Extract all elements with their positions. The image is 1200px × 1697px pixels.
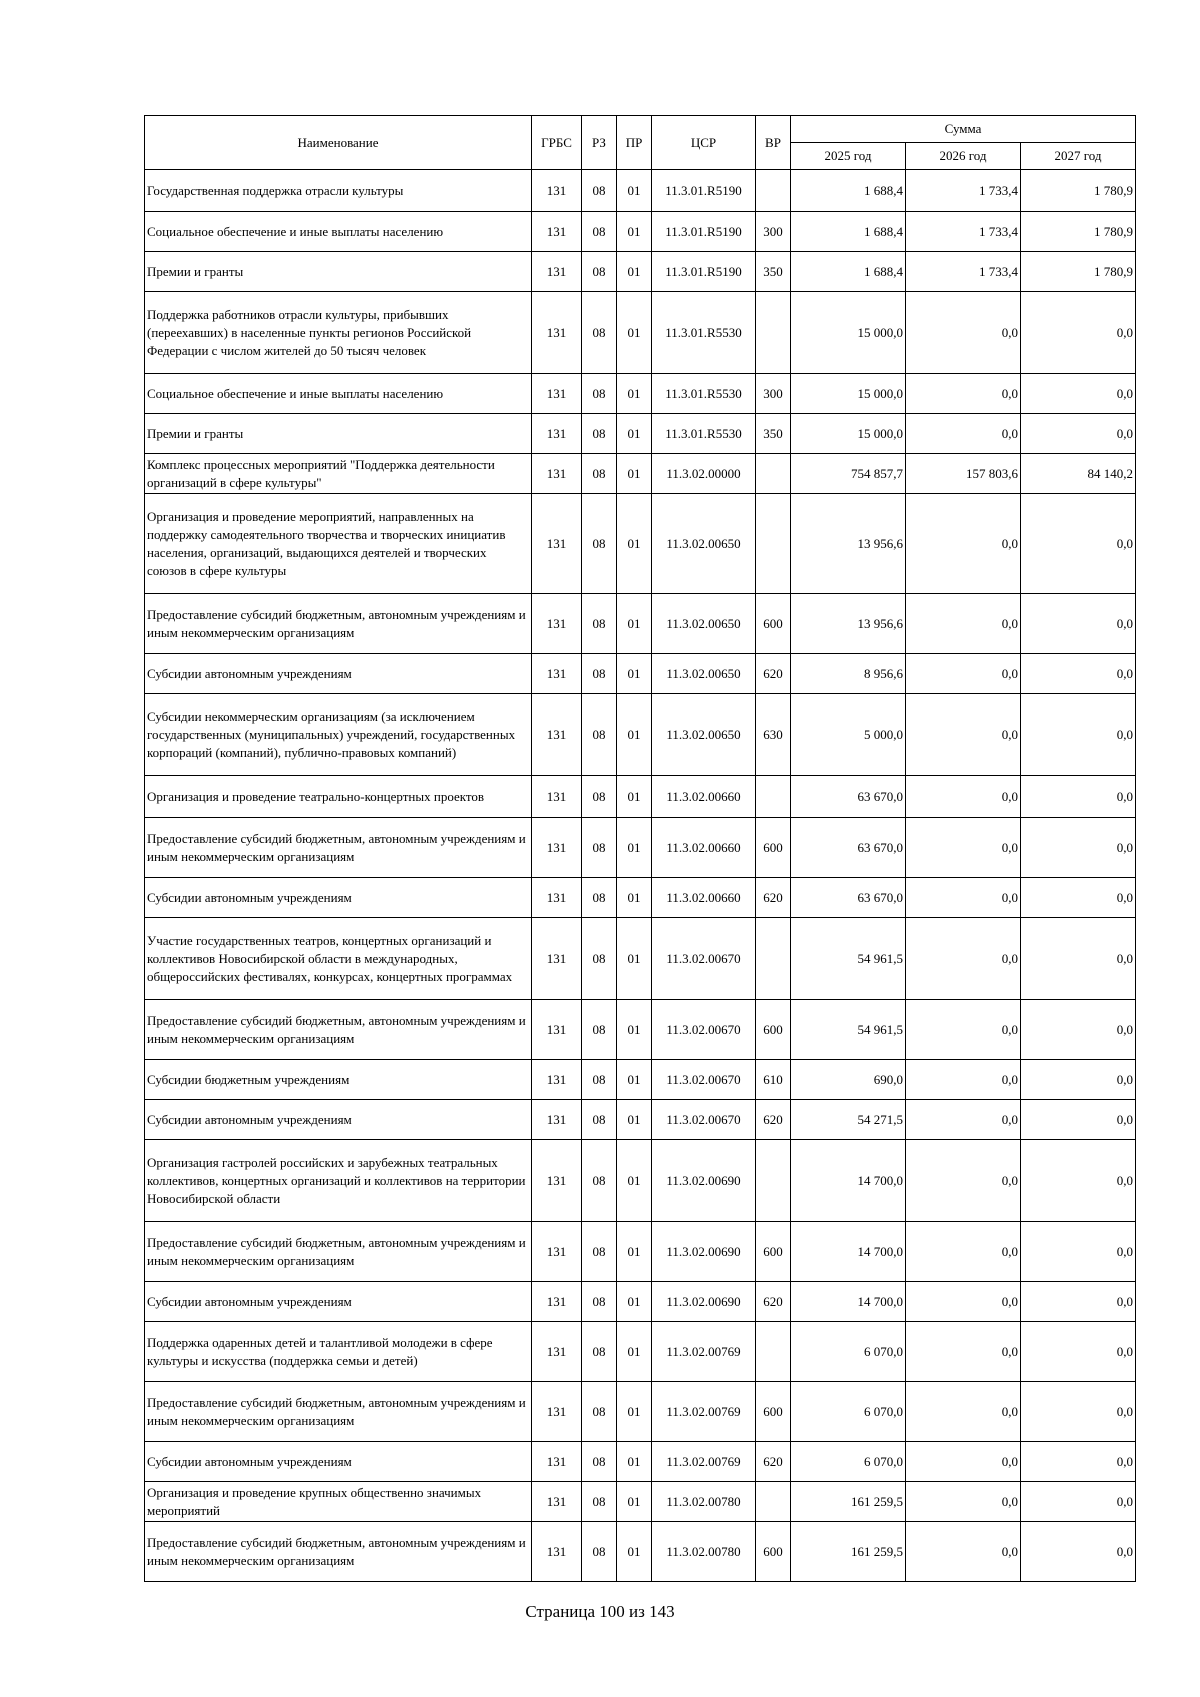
cell-grbs: 131 <box>532 1482 582 1522</box>
cell-y2025: 1 688,4 <box>791 170 906 212</box>
cell-y2025: 161 259,5 <box>791 1482 906 1522</box>
table-row <box>145 1060 1136 1100</box>
cell-y2027: 0,0 <box>1021 694 1136 776</box>
cell-y2027: 0,0 <box>1021 776 1136 818</box>
cell-rz: 08 <box>582 414 617 454</box>
cell-y2027: 1 780,9 <box>1021 252 1136 292</box>
cell-y2027: 0,0 <box>1021 1000 1136 1060</box>
cell-pr: 01 <box>617 776 652 818</box>
cell-name: Субсидии автономным учреждениям <box>145 878 532 918</box>
cell-pr: 01 <box>617 374 652 414</box>
cell-rz: 08 <box>582 1222 617 1282</box>
header-csr: ЦСР <box>652 116 756 170</box>
cell-pr: 01 <box>617 1522 652 1582</box>
cell-rz: 08 <box>582 918 617 1000</box>
cell-pr: 01 <box>617 818 652 878</box>
header-rz: РЗ <box>582 116 617 170</box>
cell-y2026: 0,0 <box>906 1100 1021 1140</box>
cell-y2027: 0,0 <box>1021 594 1136 654</box>
cell-y2025: 6 070,0 <box>791 1322 906 1382</box>
cell-y2025: 54 961,5 <box>791 918 906 1000</box>
cell-grbs: 131 <box>532 454 582 494</box>
table-row <box>145 654 1136 694</box>
cell-csr: 11.3.02.00769 <box>652 1442 756 1482</box>
cell-vr <box>756 918 791 1000</box>
cell-vr: 620 <box>756 1282 791 1322</box>
table-body <box>145 170 1136 1582</box>
table-row <box>145 1482 1136 1522</box>
cell-name: Предоставление субсидий бюджетным, автономным учреждениям и иным некоммерческим организациям <box>145 1522 532 1582</box>
cell-vr <box>756 1482 791 1522</box>
cell-vr: 620 <box>756 654 791 694</box>
cell-name: Организация гастролей российских и зарубежных театральных коллективов, концертных организаций и коллективов на территории Новосибирской области <box>145 1140 532 1222</box>
cell-y2026: 0,0 <box>906 818 1021 878</box>
table-row <box>145 918 1136 1000</box>
cell-rz: 08 <box>582 252 617 292</box>
cell-y2027: 0,0 <box>1021 818 1136 878</box>
cell-csr: 11.3.02.00690 <box>652 1282 756 1322</box>
cell-name: Предоставление субсидий бюджетным, автономным учреждениям и иным некоммерческим организациям <box>145 594 532 654</box>
cell-name: Субсидии автономным учреждениям <box>145 1282 532 1322</box>
cell-y2025: 14 700,0 <box>791 1222 906 1282</box>
cell-y2025: 54 961,5 <box>791 1000 906 1060</box>
cell-y2027: 1 780,9 <box>1021 170 1136 212</box>
cell-y2026: 0,0 <box>906 1222 1021 1282</box>
cell-rz: 08 <box>582 170 617 212</box>
cell-vr <box>756 454 791 494</box>
cell-y2025: 6 070,0 <box>791 1442 906 1482</box>
cell-name: Социальное обеспечение и иные выплаты населению <box>145 212 532 252</box>
cell-vr: 350 <box>756 252 791 292</box>
table-row <box>145 414 1136 454</box>
cell-pr: 01 <box>617 1060 652 1100</box>
cell-rz: 08 <box>582 1282 617 1322</box>
cell-vr: 600 <box>756 1522 791 1582</box>
cell-pr: 01 <box>617 1322 652 1382</box>
cell-pr: 01 <box>617 212 652 252</box>
cell-rz: 08 <box>582 1060 617 1100</box>
cell-y2026: 0,0 <box>906 918 1021 1000</box>
cell-csr: 11.3.02.00690 <box>652 1140 756 1222</box>
cell-grbs: 131 <box>532 374 582 414</box>
cell-pr: 01 <box>617 1482 652 1522</box>
cell-y2026: 0,0 <box>906 292 1021 374</box>
cell-y2027: 0,0 <box>1021 654 1136 694</box>
cell-y2027: 0,0 <box>1021 1140 1136 1222</box>
cell-pr: 01 <box>617 1140 652 1222</box>
cell-rz: 08 <box>582 1442 617 1482</box>
cell-vr: 300 <box>756 374 791 414</box>
cell-y2027: 0,0 <box>1021 1382 1136 1442</box>
cell-rz: 08 <box>582 1000 617 1060</box>
cell-name: Участие государственных театров, концертных организаций и коллективов Новосибирской области в международных, общероссийских фестивалях, конкурсах, концертных программах <box>145 918 532 1000</box>
cell-rz: 08 <box>582 594 617 654</box>
cell-name: Поддержка одаренных детей и талантливой молодежи в сфере культуры и искусства (поддержка семьи и детей) <box>145 1322 532 1382</box>
table-row <box>145 252 1136 292</box>
cell-vr: 600 <box>756 1222 791 1282</box>
cell-y2026: 0,0 <box>906 414 1021 454</box>
table-row <box>145 694 1136 776</box>
cell-rz: 08 <box>582 776 617 818</box>
cell-y2027: 0,0 <box>1021 374 1136 414</box>
cell-y2025: 6 070,0 <box>791 1382 906 1442</box>
cell-y2026: 0,0 <box>906 654 1021 694</box>
table-row <box>145 494 1136 594</box>
cell-grbs: 131 <box>532 1060 582 1100</box>
cell-pr: 01 <box>617 454 652 494</box>
table-row <box>145 878 1136 918</box>
cell-y2027: 0,0 <box>1021 414 1136 454</box>
cell-pr: 01 <box>617 252 652 292</box>
cell-y2025: 15 000,0 <box>791 414 906 454</box>
cell-y2026: 0,0 <box>906 494 1021 594</box>
cell-grbs: 131 <box>532 1442 582 1482</box>
cell-y2027: 0,0 <box>1021 1282 1136 1322</box>
table-row <box>145 212 1136 252</box>
cell-y2025: 63 670,0 <box>791 776 906 818</box>
cell-y2025: 63 670,0 <box>791 878 906 918</box>
cell-y2026: 1 733,4 <box>906 170 1021 212</box>
table-row <box>145 292 1136 374</box>
cell-rz: 08 <box>582 1100 617 1140</box>
cell-name: Субсидии автономным учреждениям <box>145 1442 532 1482</box>
cell-rz: 08 <box>582 1140 617 1222</box>
cell-rz: 08 <box>582 1482 617 1522</box>
header-grbs: ГРБС <box>532 116 582 170</box>
cell-name: Субсидии автономным учреждениям <box>145 1100 532 1140</box>
cell-y2026: 0,0 <box>906 1322 1021 1382</box>
cell-rz: 08 <box>582 818 617 878</box>
header-2025: 2025 год <box>791 143 906 170</box>
cell-name: Поддержка работников отрасли культуры, прибывших (переехавших) в населенные пункты регионов Российской Федерации с числом жителей до 50 тысяч человек <box>145 292 532 374</box>
cell-vr <box>756 494 791 594</box>
cell-vr: 620 <box>756 1442 791 1482</box>
table-row <box>145 818 1136 878</box>
cell-csr: 11.3.02.00780 <box>652 1482 756 1522</box>
cell-name: Социальное обеспечение и иные выплаты населению <box>145 374 532 414</box>
cell-y2026: 0,0 <box>906 1522 1021 1582</box>
cell-grbs: 131 <box>532 1322 582 1382</box>
cell-name: Предоставление субсидий бюджетным, автономным учреждениям и иным некоммерческим организациям <box>145 1000 532 1060</box>
cell-pr: 01 <box>617 1382 652 1442</box>
cell-y2027: 0,0 <box>1021 1222 1136 1282</box>
cell-y2026: 157 803,6 <box>906 454 1021 494</box>
cell-pr: 01 <box>617 292 652 374</box>
cell-y2025: 5 000,0 <box>791 694 906 776</box>
cell-rz: 08 <box>582 494 617 594</box>
cell-csr: 11.3.02.00660 <box>652 776 756 818</box>
cell-y2026: 1 733,4 <box>906 252 1021 292</box>
table-row <box>145 1140 1136 1222</box>
table-row <box>145 1522 1136 1582</box>
cell-grbs: 131 <box>532 776 582 818</box>
cell-name: Премии и гранты <box>145 414 532 454</box>
cell-pr: 01 <box>617 878 652 918</box>
table-row <box>145 170 1136 212</box>
cell-y2027: 0,0 <box>1021 494 1136 594</box>
cell-grbs: 131 <box>532 1282 582 1322</box>
cell-vr <box>756 292 791 374</box>
cell-vr <box>756 776 791 818</box>
cell-csr: 11.3.01.R5190 <box>652 212 756 252</box>
cell-rz: 08 <box>582 1522 617 1582</box>
cell-y2025: 15 000,0 <box>791 374 906 414</box>
cell-rz: 08 <box>582 374 617 414</box>
table-row <box>145 374 1136 414</box>
cell-grbs: 131 <box>532 594 582 654</box>
cell-name: Премии и гранты <box>145 252 532 292</box>
cell-y2026: 0,0 <box>906 1442 1021 1482</box>
cell-pr: 01 <box>617 918 652 1000</box>
table-row <box>145 594 1136 654</box>
cell-vr: 630 <box>756 694 791 776</box>
cell-rz: 08 <box>582 212 617 252</box>
budget-table <box>144 115 1136 1582</box>
cell-y2025: 13 956,6 <box>791 494 906 594</box>
cell-y2027: 0,0 <box>1021 918 1136 1000</box>
cell-pr: 01 <box>617 1000 652 1060</box>
cell-y2027: 0,0 <box>1021 1482 1136 1522</box>
cell-csr: 11.3.01.R5530 <box>652 374 756 414</box>
cell-pr: 01 <box>617 414 652 454</box>
cell-y2026: 0,0 <box>906 694 1021 776</box>
cell-pr: 01 <box>617 494 652 594</box>
cell-name: Организация и проведение крупных общественно значимых мероприятий <box>145 1482 532 1522</box>
cell-csr: 11.3.02.00690 <box>652 1222 756 1282</box>
table-row <box>145 1222 1136 1282</box>
cell-csr: 11.3.01.R5190 <box>652 170 756 212</box>
cell-pr: 01 <box>617 654 652 694</box>
cell-name: Организация и проведение театрально-концертных проектов <box>145 776 532 818</box>
cell-y2026: 0,0 <box>906 1282 1021 1322</box>
cell-rz: 08 <box>582 878 617 918</box>
cell-y2026: 0,0 <box>906 1000 1021 1060</box>
cell-y2025: 690,0 <box>791 1060 906 1100</box>
cell-rz: 08 <box>582 454 617 494</box>
cell-y2025: 14 700,0 <box>791 1140 906 1222</box>
cell-vr: 600 <box>756 1382 791 1442</box>
table-row <box>145 1100 1136 1140</box>
cell-vr: 600 <box>756 1000 791 1060</box>
cell-y2026: 0,0 <box>906 374 1021 414</box>
cell-rz: 08 <box>582 694 617 776</box>
cell-grbs: 131 <box>532 1382 582 1442</box>
cell-y2027: 0,0 <box>1021 1060 1136 1100</box>
cell-y2025: 754 857,7 <box>791 454 906 494</box>
cell-vr <box>756 1322 791 1382</box>
cell-csr: 11.3.02.00660 <box>652 878 756 918</box>
cell-csr: 11.3.02.00769 <box>652 1382 756 1442</box>
cell-grbs: 131 <box>532 1140 582 1222</box>
cell-y2025: 14 700,0 <box>791 1282 906 1322</box>
cell-y2026: 0,0 <box>906 1482 1021 1522</box>
cell-csr: 11.3.02.00650 <box>652 654 756 694</box>
cell-y2025: 13 956,6 <box>791 594 906 654</box>
cell-y2026: 0,0 <box>906 1140 1021 1222</box>
cell-pr: 01 <box>617 1282 652 1322</box>
cell-name: Субсидии автономным учреждениям <box>145 654 532 694</box>
cell-csr: 11.3.02.00780 <box>652 1522 756 1582</box>
cell-y2027: 1 780,9 <box>1021 212 1136 252</box>
cell-csr: 11.3.02.00670 <box>652 1100 756 1140</box>
cell-y2027: 0,0 <box>1021 878 1136 918</box>
cell-grbs: 131 <box>532 414 582 454</box>
cell-y2025: 8 956,6 <box>791 654 906 694</box>
cell-grbs: 131 <box>532 292 582 374</box>
cell-y2025: 1 688,4 <box>791 212 906 252</box>
cell-grbs: 131 <box>532 654 582 694</box>
cell-y2025: 1 688,4 <box>791 252 906 292</box>
cell-y2026: 0,0 <box>906 776 1021 818</box>
cell-grbs: 131 <box>532 212 582 252</box>
cell-pr: 01 <box>617 1222 652 1282</box>
cell-grbs: 131 <box>532 878 582 918</box>
cell-name: Государственная поддержка отрасли культуры <box>145 170 532 212</box>
table-row <box>145 1282 1136 1322</box>
cell-vr: 610 <box>756 1060 791 1100</box>
cell-grbs: 131 <box>532 694 582 776</box>
cell-csr: 11.3.02.00660 <box>652 818 756 878</box>
cell-vr <box>756 1140 791 1222</box>
cell-csr: 11.3.02.00670 <box>652 918 756 1000</box>
cell-pr: 01 <box>617 1100 652 1140</box>
cell-vr: 620 <box>756 1100 791 1140</box>
cell-y2026: 0,0 <box>906 1060 1021 1100</box>
cell-vr: 620 <box>756 878 791 918</box>
table-row <box>145 1322 1136 1382</box>
cell-y2027: 84 140,2 <box>1021 454 1136 494</box>
cell-y2027: 0,0 <box>1021 292 1136 374</box>
cell-grbs: 131 <box>532 494 582 594</box>
cell-name: Предоставление субсидий бюджетным, автономным учреждениям и иным некоммерческим организациям <box>145 818 532 878</box>
cell-y2025: 63 670,0 <box>791 818 906 878</box>
cell-vr: 350 <box>756 414 791 454</box>
table-row <box>145 1382 1136 1442</box>
header-name: Наименование <box>145 116 532 170</box>
cell-pr: 01 <box>617 694 652 776</box>
cell-grbs: 131 <box>532 1222 582 1282</box>
cell-name: Субсидии бюджетным учреждениям <box>145 1060 532 1100</box>
cell-csr: 11.3.02.00670 <box>652 1060 756 1100</box>
cell-grbs: 131 <box>532 918 582 1000</box>
cell-csr: 11.3.02.00650 <box>652 594 756 654</box>
cell-y2027: 0,0 <box>1021 1442 1136 1482</box>
cell-csr: 11.3.01.R5530 <box>652 292 756 374</box>
cell-csr: 11.3.02.00769 <box>652 1322 756 1382</box>
cell-y2027: 0,0 <box>1021 1100 1136 1140</box>
cell-csr: 11.3.01.R5530 <box>652 414 756 454</box>
cell-y2027: 0,0 <box>1021 1522 1136 1582</box>
cell-grbs: 131 <box>532 818 582 878</box>
cell-csr: 11.3.02.00650 <box>652 494 756 594</box>
cell-grbs: 131 <box>532 170 582 212</box>
cell-rz: 08 <box>582 1322 617 1382</box>
header-sum: Сумма <box>791 116 1136 143</box>
cell-name: Предоставление субсидий бюджетным, автономным учреждениям и иным некоммерческим организациям <box>145 1222 532 1282</box>
cell-grbs: 131 <box>532 252 582 292</box>
cell-rz: 08 <box>582 1382 617 1442</box>
cell-name: Субсидии некоммерческим организациям (за исключением государственных (муниципальных) учреждений, государственных корпораций (компаний), публично-правовых компаний) <box>145 694 532 776</box>
cell-y2027: 0,0 <box>1021 1322 1136 1382</box>
cell-grbs: 131 <box>532 1000 582 1060</box>
table-row <box>145 454 1136 494</box>
cell-y2026: 1 733,4 <box>906 212 1021 252</box>
cell-grbs: 131 <box>532 1100 582 1140</box>
header-vr: ВР <box>756 116 791 170</box>
table-header <box>145 116 1136 170</box>
cell-name: Организация и проведение мероприятий, направленных на поддержку самодеятельного творчества и творческих инициатив населения, организаций, выдающихся деятелей и творческих союзов в сфере культуры <box>145 494 532 594</box>
cell-y2026: 0,0 <box>906 594 1021 654</box>
cell-y2026: 0,0 <box>906 878 1021 918</box>
cell-csr: 11.3.01.R5190 <box>652 252 756 292</box>
cell-name: Предоставление субсидий бюджетным, автономным учреждениям и иным некоммерческим организациям <box>145 1382 532 1442</box>
header-2027: 2027 год <box>1021 143 1136 170</box>
cell-pr: 01 <box>617 1442 652 1482</box>
cell-y2025: 54 271,5 <box>791 1100 906 1140</box>
cell-y2026: 0,0 <box>906 1382 1021 1442</box>
cell-csr: 11.3.02.00650 <box>652 694 756 776</box>
cell-pr: 01 <box>617 594 652 654</box>
cell-rz: 08 <box>582 654 617 694</box>
table-row <box>145 776 1136 818</box>
cell-csr: 11.3.02.00000 <box>652 454 756 494</box>
header-pr: ПР <box>617 116 652 170</box>
cell-vr: 600 <box>756 818 791 878</box>
table-row <box>145 1442 1136 1482</box>
cell-vr: 600 <box>756 594 791 654</box>
header-2026: 2026 год <box>906 143 1021 170</box>
cell-grbs: 131 <box>532 1522 582 1582</box>
cell-pr: 01 <box>617 170 652 212</box>
cell-vr <box>756 170 791 212</box>
table-row <box>145 1000 1136 1060</box>
cell-rz: 08 <box>582 292 617 374</box>
page-number: Страница 100 из 143 <box>525 1602 675 1621</box>
cell-name: Комплекс процессных мероприятий "Поддержка деятельности организаций в сфере культуры" <box>145 454 532 494</box>
cell-csr: 11.3.02.00670 <box>652 1000 756 1060</box>
cell-y2025: 161 259,5 <box>791 1522 906 1582</box>
cell-vr: 300 <box>756 212 791 252</box>
cell-y2025: 15 000,0 <box>791 292 906 374</box>
